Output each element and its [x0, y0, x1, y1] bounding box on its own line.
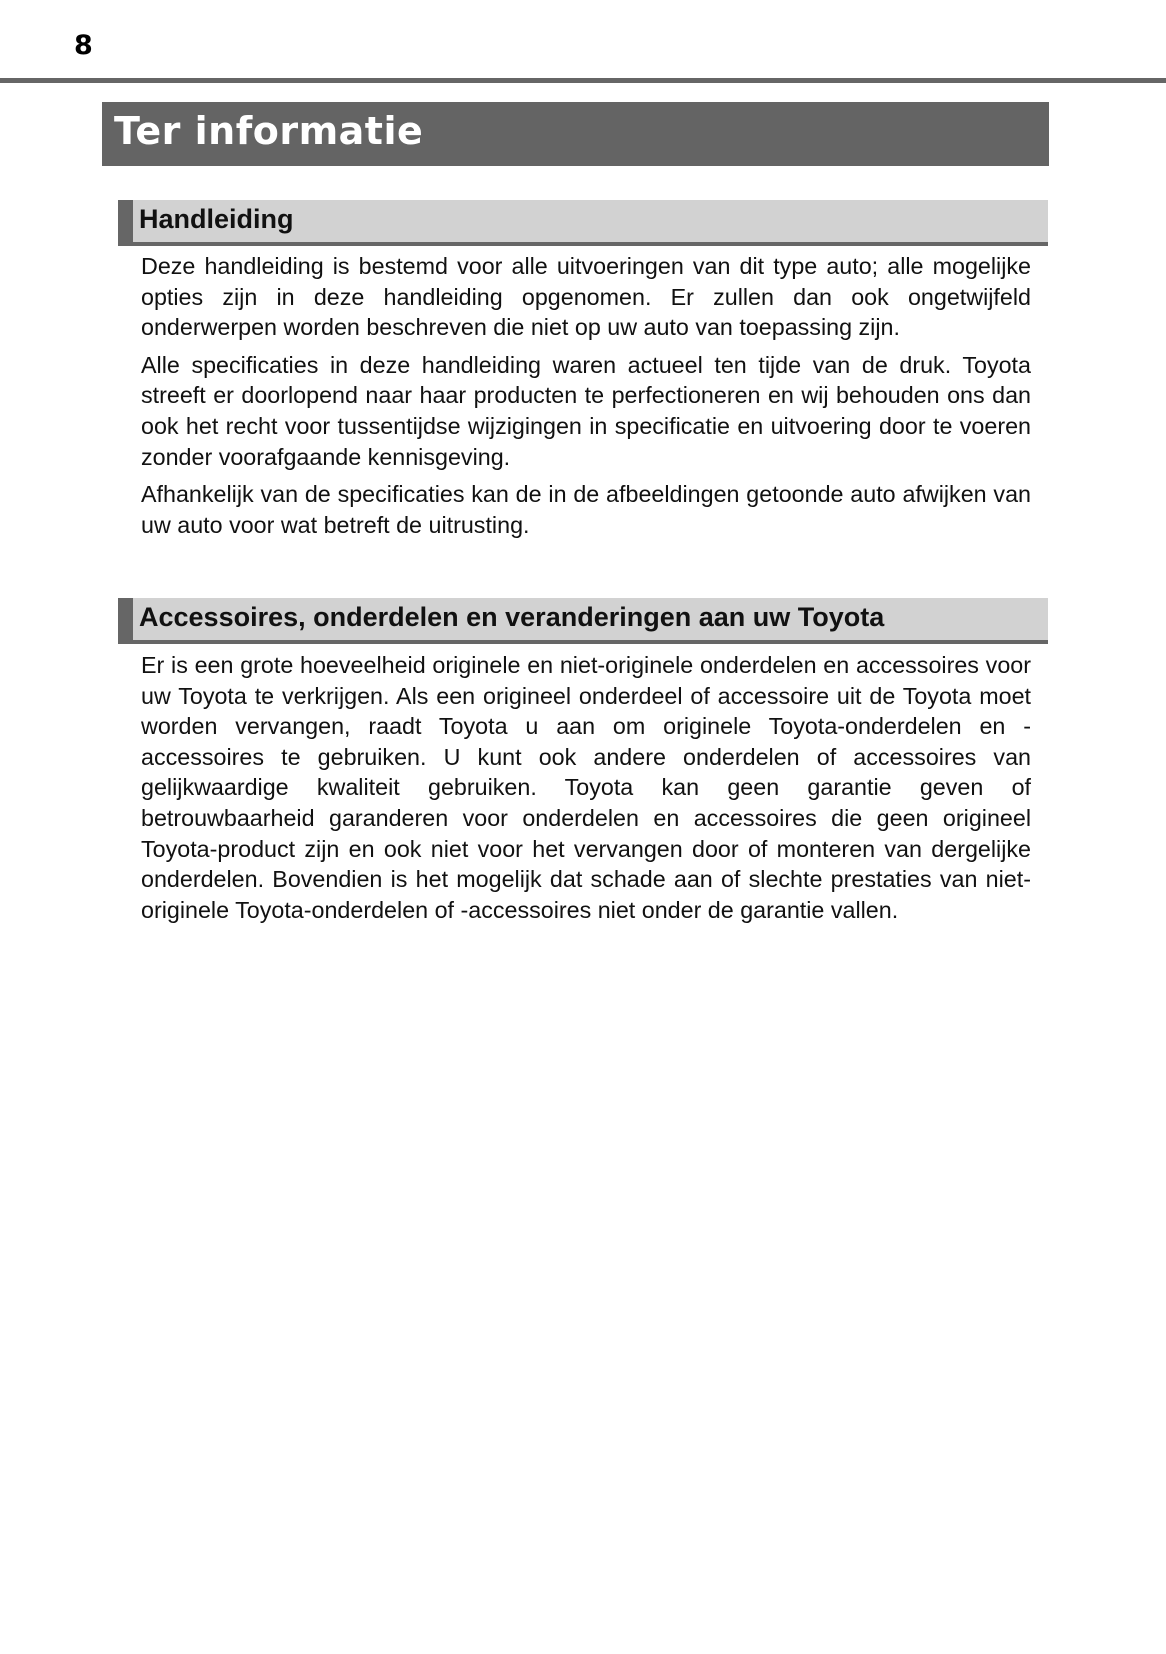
section-header-accessoires [118, 598, 1048, 644]
paragraph: Alle specificaties in deze handleiding waren actueel ten tijde van de druk. Toyota streeft er doorlopend naar haar producten te perfectioneren en wij behouden ons dan ook het recht voor tussentijdse wijzigingen in specificatie en uitvoering door te voeren zonder voorafgaande kennisgeving. [141, 351, 1031, 470]
paragraph: Afhankelijk van de specificaties kan de in de afbeeldingen getoonde auto afwijken van uw auto voor wat betreft de uitrusting. [141, 481, 1031, 538]
section-body-accessoires [141, 650, 1031, 932]
section-header-handleiding [118, 200, 1048, 246]
paragraph: Er is een grote hoeveelheid originele en niet-originele onderdelen en accessoires voor uw Toyota te verkrijgen. Als een origineel onderdeel of accessoire uit de Toyota moet worden vervangen, raadt Toyota u aan om originele Toyota-onderdelen en -accessoires te gebruiken. U kunt ook andere onderdelen of accessoires van gelijkwaardige kwaliteit gebruiken. Toyota kan geen garantie geven of betrouwbaarheid garanderen voor onderdelen en accessoires die geen origineel Toyota-product zijn en ook niet voor het vervangen door of monteren van dergelijke onderdelen. Bovendien is het mogelijk dat schade aan of slechte prestaties van niet-originele Toyota-onderdelen of -accessoires niet onder de garantie vallen. [141, 652, 1031, 923]
chapter-title-bar [102, 102, 1049, 166]
section-heading: Accessoires, onderdelen en veranderingen aan uw Toyota [139, 602, 885, 632]
header-divider [0, 78, 1166, 83]
section-heading: Handleiding [139, 204, 294, 234]
section-marker [118, 598, 133, 644]
section-marker [118, 200, 133, 246]
page-number: 8 [74, 30, 93, 61]
page-title: Ter informatie [114, 109, 424, 153]
paragraph: Deze handleiding is bestemd voor alle uitvoeringen van dit type auto; alle mogelijke opties zijn in deze handleiding opgenomen. Er zullen dan ook ongetwijfeld onderwerpen worden beschreven die niet op uw auto van toepassing zijn. [141, 253, 1031, 341]
section-body-handleiding [141, 251, 1031, 547]
